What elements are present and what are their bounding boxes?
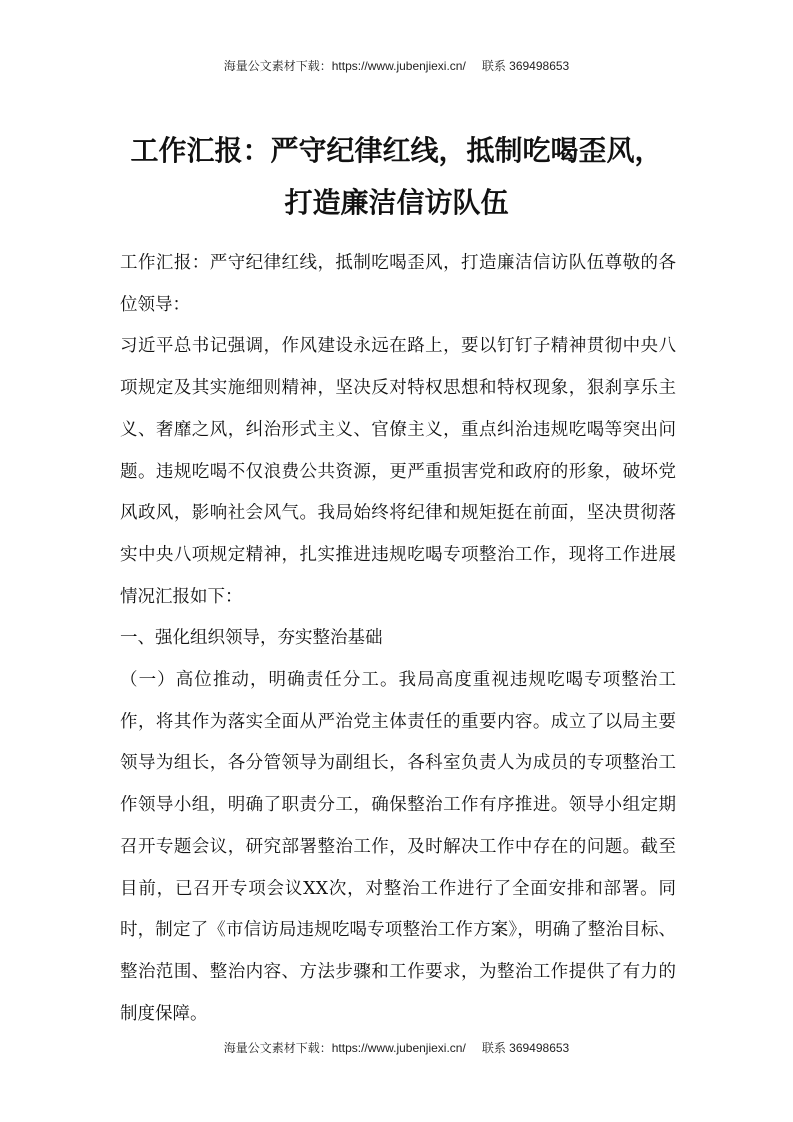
section-heading-1: 一、强化组织领导，夯实整治基础: [120, 628, 383, 649]
document-title-line-2: 打造廉洁信访队伍: [284, 186, 509, 219]
document-title-line-1: 工作汇报：严守纪律红线，抵制吃喝歪风，: [130, 134, 663, 167]
header-download-text: 海量公文素材下载：https://www.jubenjiexi.cn/: [223, 59, 466, 73]
footer-contact-text: 联系 369498653: [481, 1041, 570, 1055]
document-body: [120, 243, 676, 1035]
document-title: [60, 125, 733, 229]
header-contact-text: 联系 369498653: [481, 59, 570, 73]
footer-download-text: 海量公文素材下载：https://www.jubenjiexi.cn/: [223, 1041, 466, 1055]
body-paragraph-intro: 习近平总书记强调，作风建设永远在路上，要以钉钉子精神贯彻中央八项规定及其实施细则精神，坚决反对特权思想和特权现象，狠刹享乐主义、奢靡之风，纠治形式主义、官僚主义，重点纠治违规吃喝等突出问题。违规吃喝不仅浪费公共资源，更严重损害党和政府的形象，破坏党风政风，影响社会风气。我局始终将纪律和规矩挺在前面，坚决贯彻落实中央八项规定精神，扎实推进违规吃喝专项整治工作，现将工作进展情况汇报如下：: [120, 336, 676, 607]
body-paragraph-greeting: 工作汇报：严守纪律红线，抵制吃喝歪风，打造廉洁信访队伍尊敬的各位领导：: [120, 253, 676, 315]
page-header: [0, 58, 793, 74]
page-footer: [0, 1040, 793, 1056]
body-paragraph-section-1-1: （一）高位推动，明确责任分工。我局高度重视违规吃喝专项整治工作，将其作为落实全面从严治党主体责任的重要内容。成立了以局主要领导为组长，各分管领导为副组长，各科室负责人为成员的专项整治工作领导小组，明确了职责分工，确保整治工作有序推进。领导小组定期召开专题会议，研究部署整治工作，及时解决工作中存在的问题。截至目前，已召开专项会议XX次，对整治工作进行了全面安排和部署。同时，制定了《市信访局违规吃喝专项整治工作方案》，明确了整治目标、整治范围、整治内容、方法步骤和工作要求，为整治工作提供了有力的制度保障。: [120, 670, 676, 1024]
